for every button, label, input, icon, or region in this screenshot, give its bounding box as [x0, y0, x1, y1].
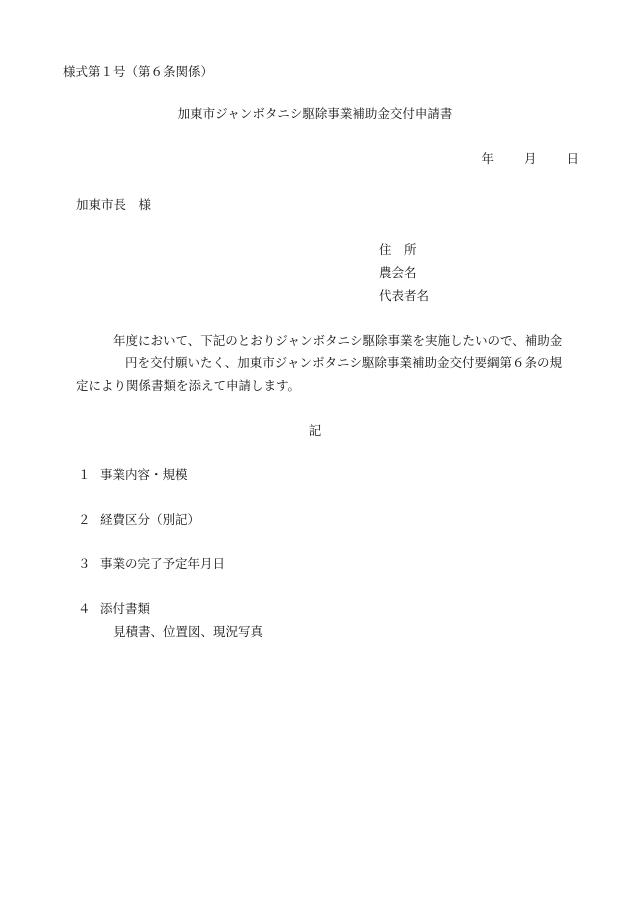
list-item — [78, 558, 225, 571]
body-text-line-2: 円を交付願いたく、加東市ジャンボタニシ駆除事業補助金交付要綱第６条の規 — [125, 355, 563, 370]
body-text-line-1: 年度において、下記のとおりジャンボタニシ駆除事業を実施したいので、補助金 — [113, 333, 563, 348]
item-number: １ — [78, 467, 91, 482]
item-number: ３ — [78, 556, 91, 571]
applicant-address-label: 住 所 — [379, 242, 417, 257]
date-day-label: 日 — [566, 151, 579, 166]
addressee: 加東市長 様 — [76, 197, 152, 212]
date-month-label: 月 — [523, 151, 537, 166]
applicant-association-label: 農会名 — [379, 265, 417, 280]
date-year-label: 年 — [481, 151, 494, 166]
list-item — [78, 603, 150, 616]
applicant-representative-label: 代表者名 — [379, 288, 430, 303]
form-number: 様式第１号（第６条関係） — [63, 64, 214, 79]
attachment-list: 見積書、位置図、現況写真 — [113, 624, 264, 639]
item-label: 経費区分（別記） — [100, 512, 201, 527]
item-label: 事業の完了予定年月日 — [100, 556, 226, 571]
item-number: ４ — [78, 601, 91, 616]
document-title: 加東市ジャンボタニシ駆除事業補助金交付申請書 — [177, 106, 453, 121]
item-number: ２ — [78, 512, 91, 527]
list-item — [78, 469, 188, 482]
ki-heading: 記 — [308, 423, 322, 438]
item-label: 事業内容・規模 — [100, 467, 188, 482]
body-text-line-3: 定により関係書類を添えて申請します。 — [76, 378, 301, 393]
date-line — [481, 153, 579, 166]
item-label: 添付書類 — [100, 601, 151, 616]
list-item — [78, 514, 200, 527]
